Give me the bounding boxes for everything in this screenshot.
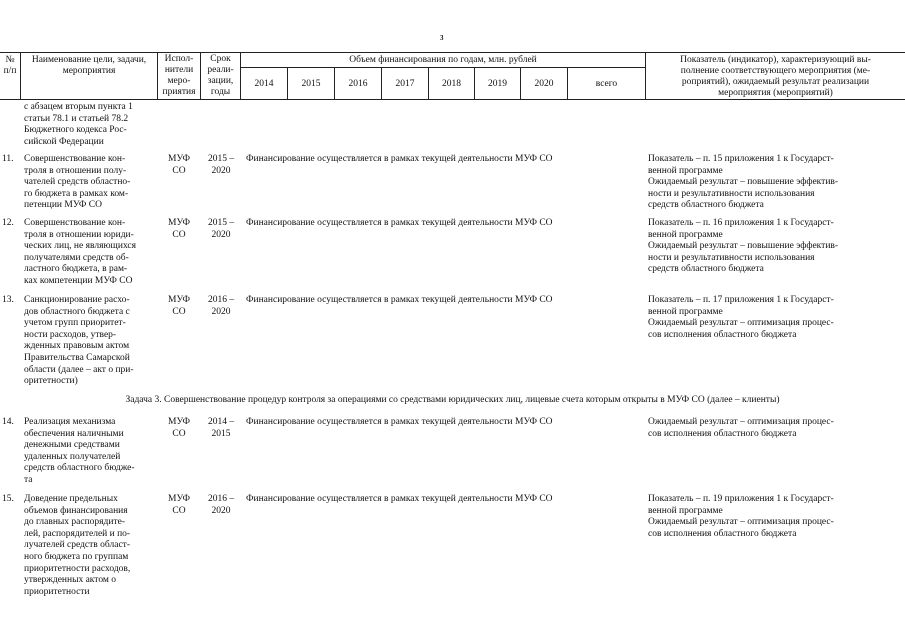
header-year-2014: 2014 xyxy=(254,79,274,89)
header-year-2018: 2018 xyxy=(442,79,461,89)
row-number: 14. xyxy=(2,417,14,427)
header-year-2017: 2017 xyxy=(395,79,415,89)
header-year-2020: 2020 xyxy=(534,79,554,89)
header-num: № п/п xyxy=(3,55,17,76)
header-term: Срок реали- зации, годы xyxy=(207,54,234,97)
row-name: Санкционирование расхо- дов областного бюджета с учетом групп приоритет- ности расходов, утвер- жденных правовым актом Правительства Самарской области (далее – акт о при- оритетности) xyxy=(24,295,134,387)
header-name: Наименование цели, задачи, мероприятия xyxy=(31,55,147,76)
row-executor: МУФ СО xyxy=(168,494,190,516)
row-executor: МУФ СО xyxy=(168,417,190,439)
row-term: 2016 – 2020 xyxy=(207,295,235,317)
header-year-2019: 2019 xyxy=(488,79,507,89)
row-name: Реализация механизма обеспечения наличными денежными средствами удаленных получателей средств областного бюдже- та xyxy=(24,417,135,485)
row-indicator: Показатель – п. 19 приложения 1 к Государст- венной программе Ожидаемый результат – оптимизация процес- сов исполнения областного бюджета xyxy=(648,494,834,539)
table-header xyxy=(0,52,905,100)
row-funding: Финансирование осуществляется в рамках текущей деятельности МУФ СО xyxy=(246,154,553,164)
row-name: Доведение предельных объемов финансирования до главных распорядите- лей, распорядителей и по- лучателей средств област- ного бюджета по группам приоритетности расходов, утвержденных актом о приоритетности xyxy=(24,494,131,597)
continuation-text: с абзацем вторым пункта 1 статьи 78.1 и статьей 78.2 Бюджетного кодекса Рос- сийской Федерации xyxy=(24,102,133,147)
header-funding-title: Объем финансирования по годам, млн. рублей xyxy=(349,55,537,65)
row-term: 2015 – 2020 xyxy=(207,154,235,176)
row-funding: Финансирование осуществляется в рамках текущей деятельности МУФ СО xyxy=(246,417,553,427)
row-executor: МУФ СО xyxy=(168,295,190,317)
header-executors: Испол- нители меро- приятия xyxy=(162,54,196,97)
header-year-2015: 2015 xyxy=(301,79,321,89)
row-name: Совершенствование кон- троля в отношении юриди- ческих лиц, не являющихся получателями средств об- ластного бюджета, в рам- ках компетенции МУФ СО xyxy=(24,218,137,286)
row-funding: Финансирование осуществляется в рамках текущей деятельности МУФ СО xyxy=(246,218,553,228)
row-indicator: Показатель – п. 16 приложения 1 к Государст- венной программе Ожидаемый результат – повышение эффектив- ности и результативности использования средств областного бюджета xyxy=(648,218,839,275)
row-number: 15. xyxy=(2,494,14,504)
row-executor: МУФ СО xyxy=(168,218,190,240)
row-number: 12. xyxy=(2,218,14,228)
row-term: 2015 – 2020 xyxy=(207,218,235,240)
header-indicator: Показатель (индикатор), характеризующий вы- полнение соответствующего мероприятия (ме- роприятий), ожидаемый результат реализации мероприятия (мероприятий) xyxy=(680,55,871,98)
row-number: 11. xyxy=(2,154,14,164)
row-indicator: Ожидаемый результат – оптимизация процес- сов исполнения областного бюджета xyxy=(648,417,834,439)
page-number: 3 xyxy=(440,34,444,42)
header-year-2016: 2016 xyxy=(348,79,368,89)
row-funding: Финансирование осуществляется в рамках текущей деятельности МУФ СО xyxy=(246,494,553,504)
task-heading: Задача 3. Совершенствование процедур контроля за операциями со средствами юридических лиц, лицевые счета которым открыты в МУФ СО (далее – клиенты) xyxy=(125,395,780,405)
row-indicator: Показатель – п. 17 приложения 1 к Государст- венной программе Ожидаемый результат – оптимизация процес- сов исполнения областного бюджета xyxy=(648,295,834,340)
row-number: 13. xyxy=(2,295,14,305)
row-term: 2014 – 2015 xyxy=(207,417,235,439)
row-executor: МУФ СО xyxy=(168,154,190,176)
row-indicator: Показатель – п. 15 приложения 1 к Государст- венной программе Ожидаемый результат – повышение эффектив- ности и результативности использования средств областного бюджета xyxy=(648,154,839,211)
header-total: всего xyxy=(595,79,618,89)
row-funding: Финансирование осуществляется в рамках текущей деятельности МУФ СО xyxy=(246,295,553,305)
row-term: 2016 – 2020 xyxy=(207,494,235,516)
row-name: Совершенствование кон- троля в отношении полу- чателей средств областно- го бюджета в рамках ком- петенции МУФ СО xyxy=(24,154,131,211)
